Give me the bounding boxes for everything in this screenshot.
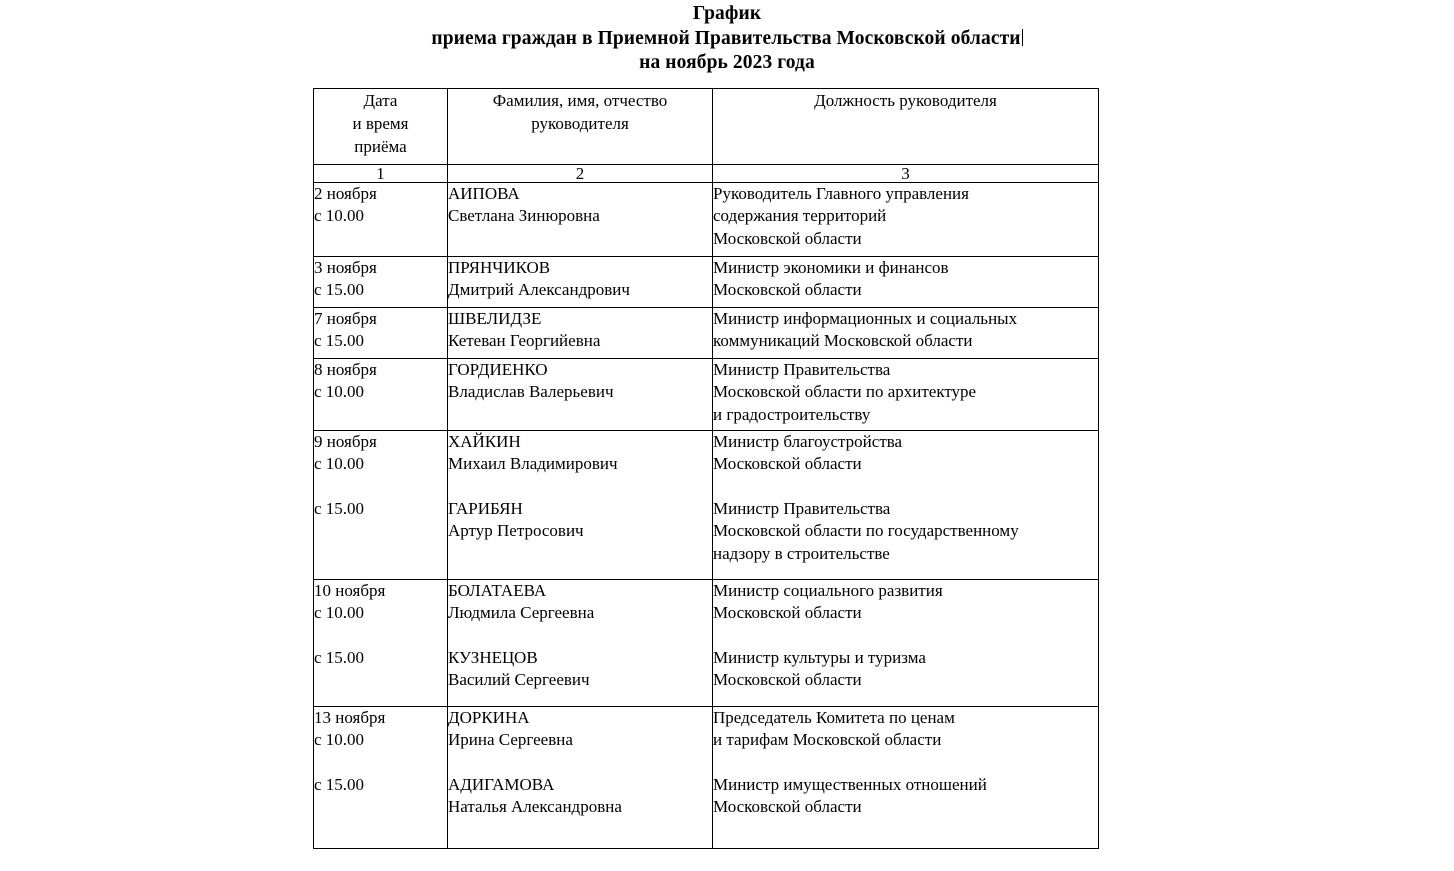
surname-line: ДОРКИНА bbox=[448, 708, 530, 727]
cell-full-name bbox=[448, 359, 713, 431]
position-line: Министр благоустройства bbox=[713, 432, 903, 451]
cell-date-time bbox=[314, 359, 448, 431]
position-line: и тарифам Московской области bbox=[713, 730, 942, 750]
cell-date-time bbox=[314, 707, 448, 849]
cell-full-name bbox=[448, 308, 713, 359]
column-number-1: 1 bbox=[314, 165, 448, 183]
cell-position bbox=[713, 183, 1099, 257]
table-row bbox=[314, 707, 1099, 849]
position-line-secondary: Московской области по государственному bbox=[713, 521, 1019, 541]
position-line: Министр экономики и финансов bbox=[713, 258, 949, 277]
table-row bbox=[314, 431, 1099, 580]
position-line-secondary: Московской области bbox=[713, 670, 862, 690]
time-line-secondary: с 15.00 bbox=[314, 498, 365, 518]
time-line: с 10.00 bbox=[314, 382, 365, 402]
page-title bbox=[0, 2, 1454, 76]
reception-schedule-table bbox=[313, 88, 1099, 849]
cell-full-name bbox=[448, 431, 713, 580]
time-line: с 10.00 bbox=[314, 603, 365, 623]
surname-line-secondary: АДИГАМОВА bbox=[448, 774, 555, 794]
spacer bbox=[448, 476, 712, 498]
date-line: 9 ноября bbox=[314, 432, 377, 451]
given-name-line-secondary: Наталья Александровна bbox=[448, 797, 622, 817]
date-line: 8 ноября bbox=[314, 360, 377, 379]
cell-date-time bbox=[314, 183, 448, 257]
title-line-2-text: приема граждан в Приемной Правительства Московской области bbox=[431, 27, 1021, 49]
cell-date-time bbox=[314, 431, 448, 580]
spacer bbox=[713, 476, 1098, 498]
time-line-secondary: с 15.00 bbox=[314, 647, 365, 667]
position-line-secondary: Московской области bbox=[713, 797, 862, 817]
time-line: с 15.00 bbox=[314, 280, 365, 300]
table-row bbox=[314, 183, 1099, 257]
cell-position bbox=[713, 257, 1099, 308]
surname-line: АИПОВА bbox=[448, 184, 520, 203]
cell-date-time bbox=[314, 257, 448, 308]
surname-line-secondary: КУЗНЕЦОВ bbox=[448, 647, 538, 667]
header-date-line-3: приёма bbox=[354, 137, 407, 156]
table-row bbox=[314, 580, 1099, 707]
column-header-date-time bbox=[314, 89, 448, 165]
date-line: 3 ноября bbox=[314, 258, 377, 277]
cell-position bbox=[713, 359, 1099, 431]
spacer bbox=[314, 476, 447, 498]
date-line: 13 ноября bbox=[314, 708, 386, 727]
surname-line: ГОРДИЕНКО bbox=[448, 360, 548, 379]
table-header-row bbox=[314, 89, 1099, 165]
position-line: Московской области bbox=[713, 454, 862, 474]
position-line: Министр информационных и социальных bbox=[713, 309, 1018, 328]
header-date-line-2: и время bbox=[352, 114, 409, 133]
position-line: Председатель Комитета по ценам bbox=[713, 708, 955, 727]
cell-full-name bbox=[448, 257, 713, 308]
date-line: 2 ноября bbox=[314, 184, 377, 203]
cell-date-time bbox=[314, 308, 448, 359]
time-line: с 10.00 bbox=[314, 454, 365, 474]
position-line-secondary: Министр культуры и туризма bbox=[713, 647, 926, 667]
time-line: с 15.00 bbox=[314, 331, 365, 351]
column-header-full-name bbox=[448, 89, 713, 165]
cell-position bbox=[713, 707, 1099, 849]
position-line: Министр Правительства bbox=[713, 360, 891, 379]
position-line: Московской области bbox=[713, 603, 862, 623]
table-row bbox=[314, 308, 1099, 359]
position-line-secondary: надзору в строительстве bbox=[713, 543, 890, 563]
table-header bbox=[314, 89, 1099, 183]
time-line-secondary: с 15.00 bbox=[314, 774, 365, 794]
surname-line: ПРЯНЧИКОВ bbox=[448, 258, 551, 277]
given-name-line: Владислав Валерьевич bbox=[448, 382, 614, 402]
cell-position bbox=[713, 308, 1099, 359]
spacer bbox=[314, 625, 447, 647]
title-line-3: на ноябрь 2023 года bbox=[639, 52, 815, 73]
header-name-line-1: Фамилия, имя, отчество bbox=[492, 91, 668, 110]
table-row bbox=[314, 257, 1099, 308]
date-line: 7 ноября bbox=[314, 309, 377, 328]
header-date-line-1: Дата bbox=[363, 91, 398, 110]
spacer bbox=[448, 625, 712, 647]
date-line: 10 ноября bbox=[314, 581, 386, 600]
spacer bbox=[448, 752, 712, 774]
surname-line: БОЛАТАЕВА bbox=[448, 581, 547, 600]
title-line-2 bbox=[0, 27, 1454, 52]
given-name-line: Кетеван Георгийевна bbox=[448, 331, 601, 351]
text-cursor-caret bbox=[1022, 29, 1023, 46]
given-name-line-secondary: Артур Петросович bbox=[448, 521, 584, 541]
cell-full-name bbox=[448, 707, 713, 849]
time-line: с 10.00 bbox=[314, 206, 365, 226]
cell-full-name bbox=[448, 183, 713, 257]
given-name-line-secondary: Василий Сергеевич bbox=[448, 670, 590, 690]
position-line: коммуникаций Московской области bbox=[713, 331, 973, 351]
column-number-2: 2 bbox=[448, 165, 713, 183]
title-line-1: График bbox=[692, 3, 762, 24]
header-name-line-2: руководителя bbox=[531, 114, 629, 133]
table-body bbox=[314, 183, 1099, 849]
surname-line: ШВЕЛИДЗЕ bbox=[448, 309, 542, 328]
position-line: Московской области bbox=[713, 228, 862, 248]
surname-line-secondary: ГАРИБЯН bbox=[448, 498, 523, 518]
time-line: с 10.00 bbox=[314, 730, 365, 750]
cell-full-name bbox=[448, 580, 713, 707]
cell-position bbox=[713, 580, 1099, 707]
position-line-secondary: Министр Правительства bbox=[713, 498, 891, 518]
header-post-line-1: Должность руководителя bbox=[814, 91, 997, 110]
column-number-3: 3 bbox=[713, 165, 1099, 183]
position-line: Московской области по архитектуре bbox=[713, 382, 977, 402]
position-line: Московской области bbox=[713, 280, 862, 300]
given-name-line: Светлана Зинюровна bbox=[448, 206, 600, 226]
table-row bbox=[314, 359, 1099, 431]
given-name-line: Людмила Сергеевна bbox=[448, 603, 595, 623]
given-name-line: Михаил Владимирович bbox=[448, 454, 618, 474]
spacer bbox=[713, 752, 1098, 774]
position-line-secondary: Министр имущественных отношений bbox=[713, 774, 987, 794]
cell-date-time bbox=[314, 580, 448, 707]
surname-line: ХАЙКИН bbox=[448, 432, 521, 451]
given-name-line: Дмитрий Александрович bbox=[448, 280, 630, 300]
cell-position bbox=[713, 431, 1099, 580]
position-line: содержания территорий bbox=[713, 206, 887, 226]
column-number-row bbox=[314, 165, 1099, 183]
position-line: Руководитель Главного управления bbox=[713, 184, 969, 203]
given-name-line: Ирина Сергеевна bbox=[448, 730, 573, 750]
position-line: и градостроительству bbox=[713, 404, 871, 424]
position-line: Министр социального развития bbox=[713, 581, 943, 600]
spacer bbox=[314, 752, 447, 774]
spacer bbox=[713, 625, 1098, 647]
column-header-position bbox=[713, 89, 1099, 165]
